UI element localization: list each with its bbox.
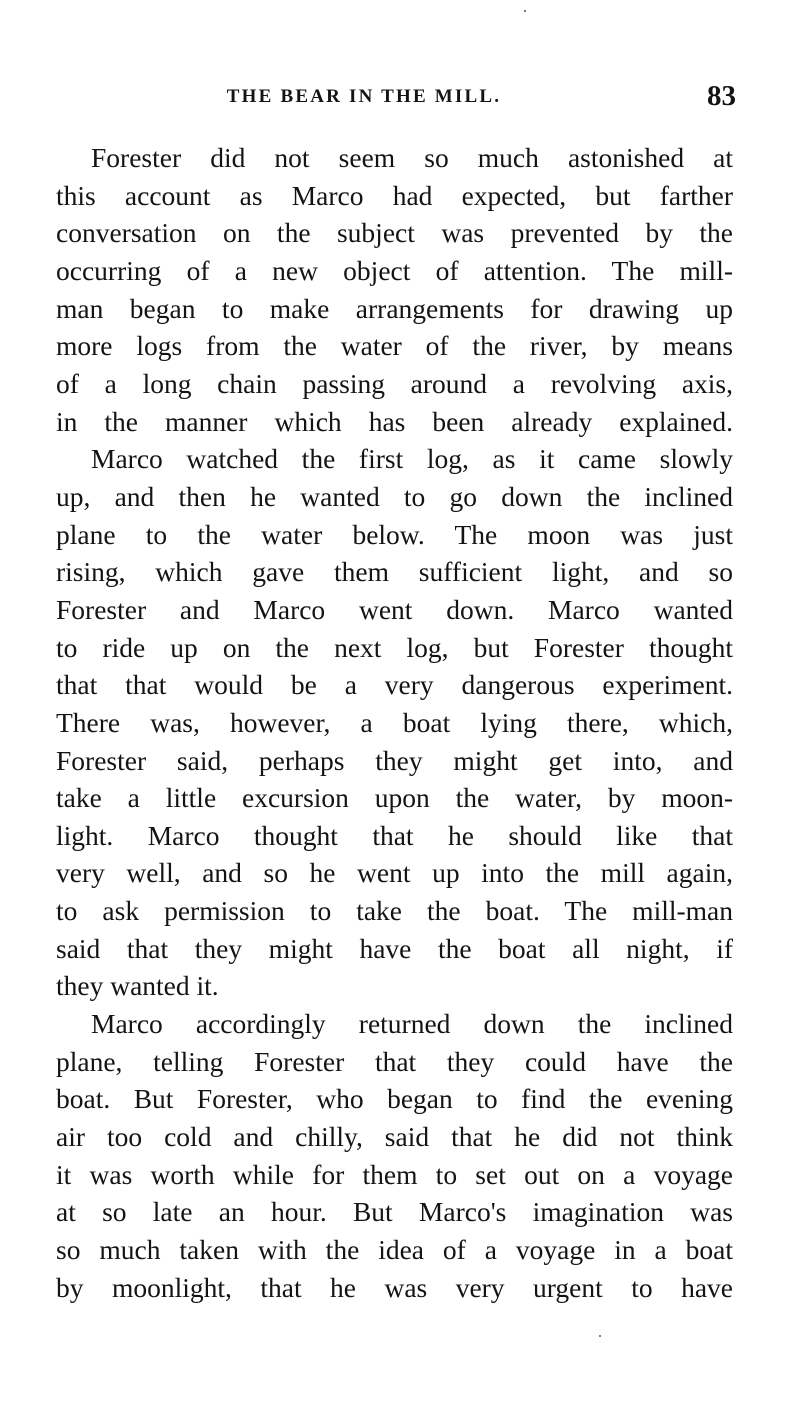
text-line: Marco watched the first log, as it came slowly xyxy=(91,443,733,475)
text-line: Forester did not seem so much astonished at xyxy=(91,142,733,173)
text-line: Marco accordingly returned down the inclined xyxy=(91,1008,733,1040)
text-line: Forester said, perhaps they might get into, and xyxy=(56,744,733,776)
text-line: so much taken with the idea of a voyage in a boat xyxy=(56,1234,733,1266)
text-line: of a long chain passing around a revolving axis, xyxy=(56,367,733,399)
paper-speck xyxy=(599,1335,601,1337)
text-line: at so late an hour. But Marco's imagination was xyxy=(56,1196,733,1228)
text-line: by moonlight, that he was very urgent to have xyxy=(56,1271,733,1303)
text-line: occurring of a new object of attention. The mill- xyxy=(56,254,733,286)
running-title: THE BEAR IN THE MILL. xyxy=(226,86,502,107)
running-head xyxy=(56,80,736,114)
text-line: plane, telling Forester that they could have the xyxy=(56,1045,733,1077)
text-line: rising, which gave them sufficient light, and so xyxy=(56,556,733,588)
paper-speck xyxy=(524,10,526,12)
text-line: There was, however, a boat lying there, which, xyxy=(56,706,733,738)
text-line: air too cold and chilly, said that he did not think xyxy=(56,1121,733,1153)
text-line: plane to the water below. The moon was just xyxy=(56,518,733,550)
text-line: take a little excursion upon the water, by moon- xyxy=(56,782,733,814)
text-line: said that they might have the boat all night, if xyxy=(56,932,733,964)
text-line: to ask permission to take the boat. The mill-man xyxy=(56,895,733,927)
text-line: light. Marco thought that he should like that xyxy=(56,819,733,851)
text-line: in the manner which has been already explained. xyxy=(56,405,733,437)
text-line: more logs from the water of the river, by means xyxy=(56,330,733,362)
text-line: boat. But Forester, who began to find the evening xyxy=(56,1083,733,1115)
text-line: very well, and so he went up into the mill again, xyxy=(56,857,733,889)
page-number: 83 xyxy=(707,80,736,112)
text-line: it was worth while for them to set out on a voyage xyxy=(56,1158,733,1190)
text-line: to ride up on the next log, but Forester thought xyxy=(56,631,733,663)
text-line: up, and then he wanted to go down the inclined xyxy=(56,480,733,512)
text-line: that that would be a very dangerous experiment. xyxy=(56,669,733,701)
text-line: conversation on the subject was prevented by the xyxy=(56,217,733,249)
text-line: they wanted it. xyxy=(56,970,219,1002)
text-line: this account as Marco had expected, but farther xyxy=(56,179,733,211)
body-text xyxy=(56,139,733,1306)
text-line: Forester and Marco went down. Marco wanted xyxy=(56,593,733,625)
text-line: man began to make arrangements for drawing up xyxy=(56,292,733,324)
